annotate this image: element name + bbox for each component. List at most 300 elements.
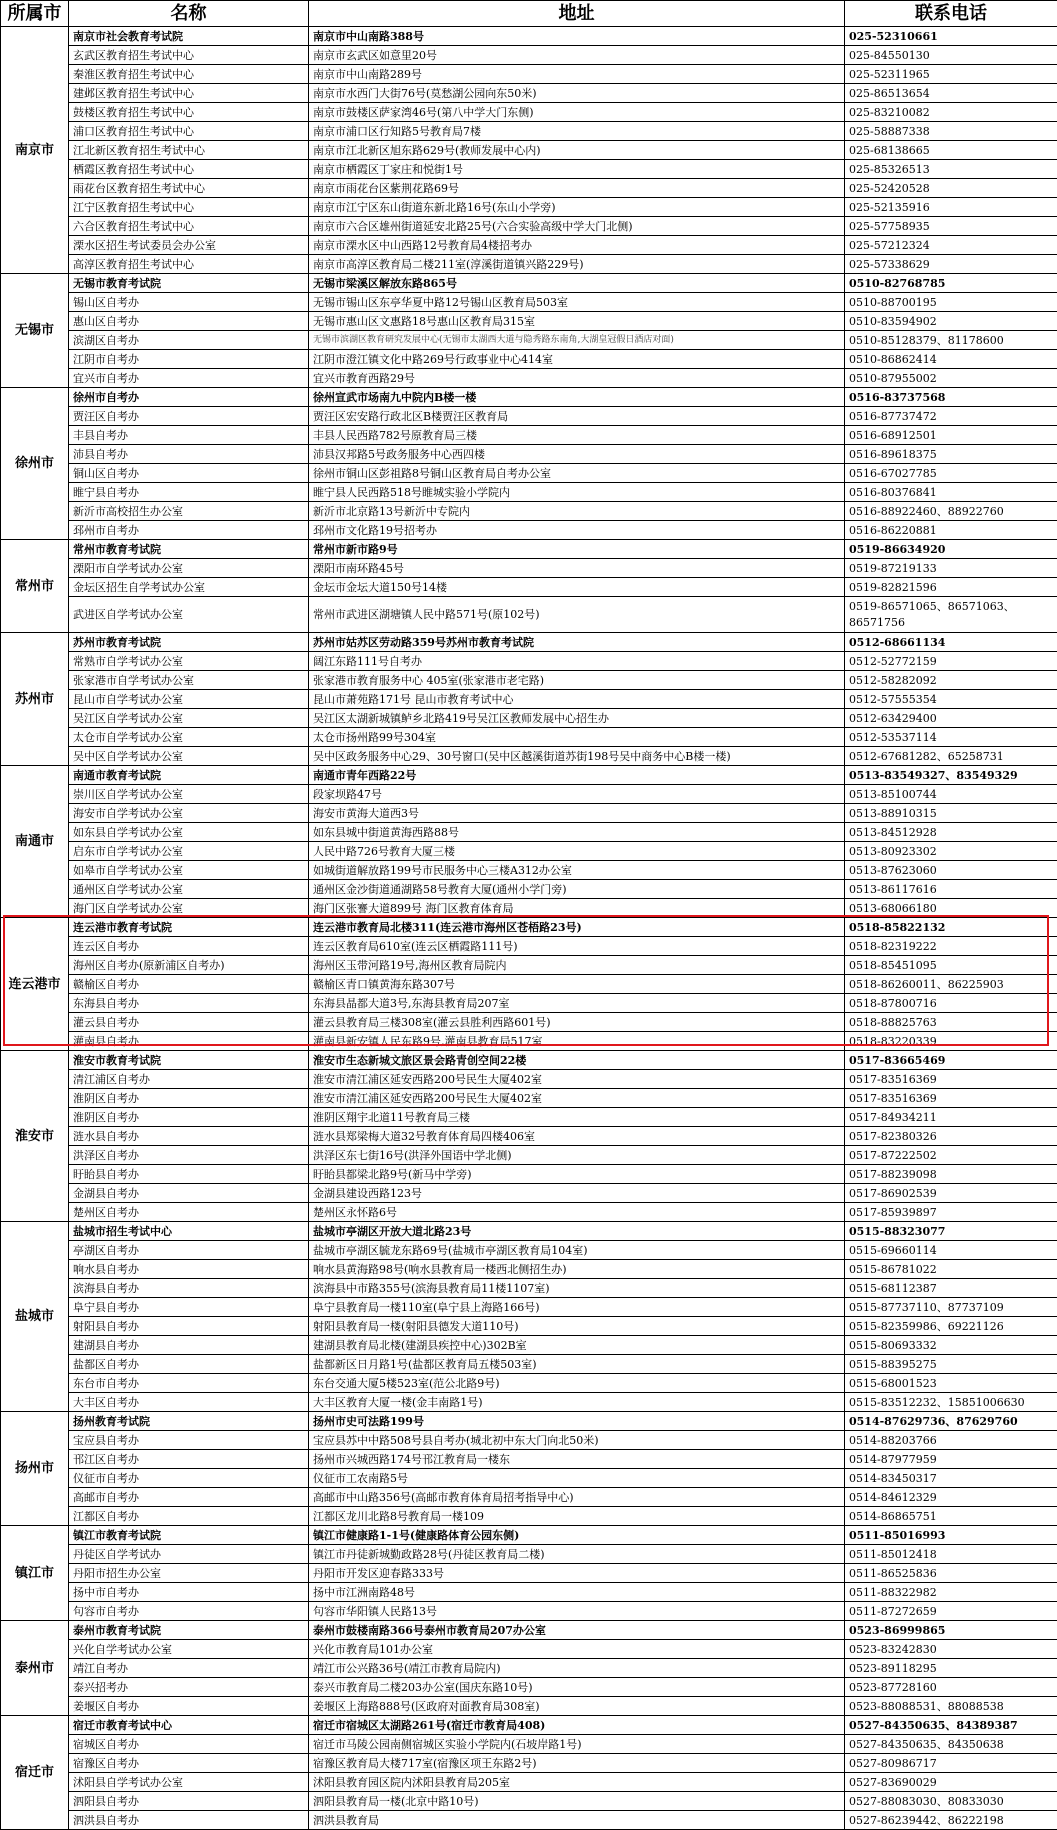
name-cell: 洪泽区自考办 xyxy=(69,1146,309,1165)
address-cell: 海门区张謇大道899号 海门区教育体育局 xyxy=(309,899,845,918)
name-cell: 泰兴招考办 xyxy=(69,1678,309,1697)
name-cell: 崇川区自学考试办公室 xyxy=(69,785,309,804)
phone-cell: 025-84550130 xyxy=(845,46,1057,65)
phone-cell: 0523-83242830 xyxy=(845,1640,1057,1659)
table-row xyxy=(1,198,1057,217)
phone-cell: 0513-80923302 xyxy=(845,842,1057,861)
address-cell: 灌南县新安镇人民东路9号,灌南县教育局517室 xyxy=(309,1032,845,1051)
address-cell: 响水县黄海路98号(响水县教育局一楼西北侧招生办) xyxy=(309,1260,845,1279)
address-cell: 仪征市工农南路5号 xyxy=(309,1469,845,1488)
address-cell: 邳州市文化路19号招考办 xyxy=(309,521,845,540)
address-cell: 通州区金沙街道通湖路58号教育大厦(通州小学门旁) xyxy=(309,880,845,899)
address-cell: 南京市栖霞区丁家庄和悦街1号 xyxy=(309,160,845,179)
name-cell: 新沂市高校招生办公室 xyxy=(69,502,309,521)
table-row xyxy=(1,160,1057,179)
phone-cell: 0516-67027785 xyxy=(845,464,1057,483)
name-cell: 高邮市自考办 xyxy=(69,1488,309,1507)
name-cell: 江阴市自考办 xyxy=(69,350,309,369)
address-cell: 盱眙县都梁北路9号(新马中学旁) xyxy=(309,1165,845,1184)
phone-cell: 0515-82359986、69221126 xyxy=(845,1317,1057,1336)
table-row xyxy=(1,994,1057,1013)
table-row xyxy=(1,426,1057,445)
table-row xyxy=(1,312,1057,331)
table-row xyxy=(1,1431,1057,1450)
city-cell: 南通市 xyxy=(1,766,69,918)
table-row xyxy=(1,1032,1057,1051)
table-row xyxy=(1,331,1057,350)
phone-cell: 0514-84612329 xyxy=(845,1488,1057,1507)
name-cell: 赣榆区自考办 xyxy=(69,975,309,994)
address-cell: 苏州市姑苏区劳动路359号苏州市教育考试院 xyxy=(309,633,845,652)
table-row xyxy=(1,899,1057,918)
table-row xyxy=(1,785,1057,804)
table-row xyxy=(1,1184,1057,1203)
phone-cell: 0517-86902539 xyxy=(845,1184,1057,1203)
phone-cell: 0513-68066180 xyxy=(845,899,1057,918)
address-cell: 南京市玄武区如意里20号 xyxy=(309,46,845,65)
address-cell: 射阳县教育局一楼(射阳县德发大道110号) xyxy=(309,1317,845,1336)
name-cell: 常州市教育考试院 xyxy=(69,540,309,559)
phone-cell: 0512-67681282、65258731 xyxy=(845,747,1057,766)
table-body xyxy=(1,27,1057,1830)
phone-cell: 0512-68661134 xyxy=(845,633,1057,652)
phone-cell: 025-86513654 xyxy=(845,84,1057,103)
address-cell: 海安市黄海大道西3号 xyxy=(309,804,845,823)
address-cell: 淮安市生态新城文旅区景会路青创空间22楼 xyxy=(309,1051,845,1070)
address-cell: 丰县人民西路782号原教育局三楼 xyxy=(309,426,845,445)
table-row xyxy=(1,842,1057,861)
address-cell: 常州市武进区湖塘镇人民中路571号(原102号) xyxy=(309,597,845,633)
name-cell: 泰州市教育考试院 xyxy=(69,1621,309,1640)
name-cell: 涟水县自考办 xyxy=(69,1127,309,1146)
city-cell: 盐城市 xyxy=(1,1222,69,1412)
table-row xyxy=(1,671,1057,690)
name-cell: 靖江自考办 xyxy=(69,1659,309,1678)
table-row xyxy=(1,1070,1057,1089)
name-cell: 扬州教育考试院 xyxy=(69,1412,309,1431)
address-cell: 海州区玉带河路19号,海州区教育局院内 xyxy=(309,956,845,975)
phone-cell: 0510-85128379、81178600 xyxy=(845,331,1057,350)
name-cell: 亭湖区自考办 xyxy=(69,1241,309,1260)
header-address: 地址 xyxy=(309,1,845,27)
name-cell: 惠山区自考办 xyxy=(69,312,309,331)
phone-cell: 0523-88088531、88088538 xyxy=(845,1697,1057,1716)
table-row xyxy=(1,823,1057,842)
name-cell: 南京市社会教育考试院 xyxy=(69,27,309,46)
phone-cell: 0511-86525836 xyxy=(845,1564,1057,1583)
name-cell: 溧阳市自学考试办公室 xyxy=(69,559,309,578)
phone-cell: 0516-87737472 xyxy=(845,407,1057,426)
table-row xyxy=(1,1716,1057,1735)
name-cell: 秦淮区教育招生考试中心 xyxy=(69,65,309,84)
name-cell: 清江浦区自考办 xyxy=(69,1070,309,1089)
address-cell: 淮安市清江浦区延安西路200号民生大厦402室 xyxy=(309,1089,845,1108)
address-cell: 连云港市教育局北楼311(连云港市海州区苍梧路23号) xyxy=(309,918,845,937)
name-cell: 盐城市招生考试中心 xyxy=(69,1222,309,1241)
name-cell: 响水县自考办 xyxy=(69,1260,309,1279)
address-cell: 扬州市兴城西路174号邗江教育局一楼东 xyxy=(309,1450,845,1469)
name-cell: 淮阴区自考办 xyxy=(69,1108,309,1127)
city-cell: 泰州市 xyxy=(1,1621,69,1716)
phone-cell: 0527-86239442、86222198 xyxy=(845,1811,1057,1830)
phone-cell: 0513-88910315 xyxy=(845,804,1057,823)
phone-cell: 025-57758935 xyxy=(845,217,1057,236)
phone-cell: 0512-57555354 xyxy=(845,690,1057,709)
phone-cell: 0516-86220881 xyxy=(845,521,1057,540)
table-row xyxy=(1,521,1057,540)
name-cell: 海州区自考办(原新浦区自考办) xyxy=(69,956,309,975)
address-cell: 南京市六合区雄州街道延安北路25号(六合实验高级中学大门北侧) xyxy=(309,217,845,236)
phone-cell: 0519-82821596 xyxy=(845,578,1057,597)
table-row xyxy=(1,1298,1057,1317)
address-cell: 东台交通大厦5楼523室(范公北路9号) xyxy=(309,1374,845,1393)
address-cell: 盐城市亭湖区开放大道北路23号 xyxy=(309,1222,845,1241)
address-cell: 睢宁县人民西路518号睢城实验小学院内 xyxy=(309,483,845,502)
name-cell: 徐州市自考办 xyxy=(69,388,309,407)
table-row xyxy=(1,804,1057,823)
phone-cell: 0516-83737568 xyxy=(845,388,1057,407)
table-row xyxy=(1,597,1057,633)
name-cell: 沛县自考办 xyxy=(69,445,309,464)
table-row xyxy=(1,728,1057,747)
table-row xyxy=(1,652,1057,671)
address-cell: 无锡市惠山区文惠路18号惠山区教育局315室 xyxy=(309,312,845,331)
table-row xyxy=(1,1241,1057,1260)
address-cell: 沛县汉邦路5号政务服务中心西四楼 xyxy=(309,445,845,464)
phone-cell: 0516-88922460、88922760 xyxy=(845,502,1057,521)
table-row xyxy=(1,1127,1057,1146)
phone-cell: 0511-88322982 xyxy=(845,1583,1057,1602)
address-cell: 常州市新市路9号 xyxy=(309,540,845,559)
address-cell: 无锡市锡山区东亭华夏中路12号锡山区教育局503室 xyxy=(309,293,845,312)
name-cell: 宿豫区自考办 xyxy=(69,1754,309,1773)
name-cell: 金坛区招生自学考试办公室 xyxy=(69,578,309,597)
address-cell: 泰州市鼓楼南路366号泰州市教育局207办公室 xyxy=(309,1621,845,1640)
address-cell: 丹阳市开发区迎春路333号 xyxy=(309,1564,845,1583)
table-row xyxy=(1,975,1057,994)
phone-cell: 0512-58282092 xyxy=(845,671,1057,690)
phone-cell: 0511-85016993 xyxy=(845,1526,1057,1545)
city-cell: 扬州市 xyxy=(1,1412,69,1526)
phone-cell: 0518-82319222 xyxy=(845,937,1057,956)
table-row xyxy=(1,103,1057,122)
table-row xyxy=(1,1754,1057,1773)
phone-cell: 0514-87977959 xyxy=(845,1450,1057,1469)
table-row xyxy=(1,1279,1057,1298)
table-row xyxy=(1,1526,1057,1545)
table-row xyxy=(1,179,1057,198)
table-row xyxy=(1,293,1057,312)
name-cell: 江宁区教育招生考试中心 xyxy=(69,198,309,217)
table-row xyxy=(1,1545,1057,1564)
table-row xyxy=(1,1260,1057,1279)
phone-cell: 0517-87222502 xyxy=(845,1146,1057,1165)
table-row xyxy=(1,483,1057,502)
phone-cell: 0519-86571065、86571063、86571756 xyxy=(845,597,1057,633)
name-cell: 溧水区招生考试委员会办公室 xyxy=(69,236,309,255)
name-cell: 启东市自学考试办公室 xyxy=(69,842,309,861)
name-cell: 海安市自学考试办公室 xyxy=(69,804,309,823)
name-cell: 丰县自考办 xyxy=(69,426,309,445)
name-cell: 常熟市自学考试办公室 xyxy=(69,652,309,671)
table-row xyxy=(1,1146,1057,1165)
name-cell: 浦口区教育招生考试中心 xyxy=(69,122,309,141)
address-cell: 宿迁市马陵公园南侧宿城区实验小学院内(石坡岸路1号) xyxy=(309,1735,845,1754)
city-cell: 南京市 xyxy=(1,27,69,274)
address-cell: 徐州市铜山区彭祖路8号铜山区教育局自考办公室 xyxy=(309,464,845,483)
table-row xyxy=(1,1811,1057,1830)
address-cell: 楚州区永怀路6号 xyxy=(309,1203,845,1222)
table-row xyxy=(1,1412,1057,1431)
table-row xyxy=(1,1678,1057,1697)
table-row xyxy=(1,1640,1057,1659)
name-cell: 沭阳县自学考试办公室 xyxy=(69,1773,309,1792)
address-cell: 段家坝路47号 xyxy=(309,785,845,804)
name-cell: 建湖县自考办 xyxy=(69,1336,309,1355)
phone-cell: 0517-88239098 xyxy=(845,1165,1057,1184)
phone-cell: 0527-84350635、84350638 xyxy=(845,1735,1057,1754)
table-row xyxy=(1,1013,1057,1032)
address-cell: 南京市江北新区旭东路629号(教师发展中心内) xyxy=(309,141,845,160)
name-cell: 泗洪县自考办 xyxy=(69,1811,309,1830)
phone-cell: 0518-86260011、86225903 xyxy=(845,975,1057,994)
table-row xyxy=(1,1469,1057,1488)
table-row xyxy=(1,255,1057,274)
address-cell: 建湖县教育局北楼(建湖县疾控中心)302B室 xyxy=(309,1336,845,1355)
phone-cell: 0518-85822132 xyxy=(845,918,1057,937)
address-cell: 吴江区太湖新城镇鲈乡北路419号吴江区教师发展中心招生办 xyxy=(309,709,845,728)
address-cell: 沭阳县教育园区院内沭阳县教育局205室 xyxy=(309,1773,845,1792)
name-cell: 灌南县自考办 xyxy=(69,1032,309,1051)
phone-cell: 0516-89618375 xyxy=(845,445,1057,464)
name-cell: 金湖县自考办 xyxy=(69,1184,309,1203)
name-cell: 泗阳县自考办 xyxy=(69,1792,309,1811)
table-row xyxy=(1,747,1057,766)
phone-cell: 0510-86862414 xyxy=(845,350,1057,369)
header-city: 所属市 xyxy=(1,1,69,27)
table-row xyxy=(1,217,1057,236)
table-row xyxy=(1,1507,1057,1526)
phone-cell: 025-85326513 xyxy=(845,160,1057,179)
phone-cell: 0514-83450317 xyxy=(845,1469,1057,1488)
name-cell: 江都区自考办 xyxy=(69,1507,309,1526)
name-cell: 太仓市自学考试办公室 xyxy=(69,728,309,747)
name-cell: 扬中市自考办 xyxy=(69,1583,309,1602)
name-cell: 丹阳市招生办公室 xyxy=(69,1564,309,1583)
name-cell: 阜宁县自考办 xyxy=(69,1298,309,1317)
phone-cell: 0510-88700195 xyxy=(845,293,1057,312)
table-row xyxy=(1,1203,1057,1222)
address-cell: 张家港市教育服务中心 405室(张家港市老宅路) xyxy=(309,671,845,690)
city-cell: 连云港市 xyxy=(1,918,69,1051)
address-cell: 南京市溧水区中山西路12号教育局4楼招考办 xyxy=(309,236,845,255)
address-cell: 江阴市澄江镇文化中路269号行政事业中心414室 xyxy=(309,350,845,369)
city-cell: 苏州市 xyxy=(1,633,69,766)
table-row xyxy=(1,84,1057,103)
table-row xyxy=(1,633,1057,652)
table-row xyxy=(1,369,1057,388)
address-cell: 南京市鼓楼区萨家湾46号(第八中学大门东侧) xyxy=(309,103,845,122)
phone-cell: 0510-83594902 xyxy=(845,312,1057,331)
address-cell: 南京市中山南路388号 xyxy=(309,27,845,46)
phone-cell: 0517-82380326 xyxy=(845,1127,1057,1146)
phone-cell: 0516-68912501 xyxy=(845,426,1057,445)
address-cell: 宜兴市教育西路29号 xyxy=(309,369,845,388)
name-cell: 仪征市自考办 xyxy=(69,1469,309,1488)
address-cell: 昆山市萧苑路171号 昆山市教育考试中心 xyxy=(309,690,845,709)
table-row xyxy=(1,1374,1057,1393)
name-cell: 灌云县自考办 xyxy=(69,1013,309,1032)
phone-cell: 025-52135916 xyxy=(845,198,1057,217)
name-cell: 宜兴市自考办 xyxy=(69,369,309,388)
phone-cell: 0515-80693332 xyxy=(845,1336,1057,1355)
phone-cell: 0510-87955002 xyxy=(845,369,1057,388)
address-cell: 高邮市中山路356号(高邮市教育体育局招考指导中心) xyxy=(309,1488,845,1507)
name-cell: 玄武区教育招生考试中心 xyxy=(69,46,309,65)
phone-cell: 025-57338629 xyxy=(845,255,1057,274)
phone-cell: 025-83210082 xyxy=(845,103,1057,122)
table-row xyxy=(1,559,1057,578)
name-cell: 昆山市自学考试办公室 xyxy=(69,690,309,709)
phone-cell: 0515-69660114 xyxy=(845,1241,1057,1260)
name-cell: 睢宁县自考办 xyxy=(69,483,309,502)
phone-cell: 0523-89118295 xyxy=(845,1659,1057,1678)
address-cell: 金湖县建设西路123号 xyxy=(309,1184,845,1203)
address-cell: 南京市雨花台区紫荆花路69号 xyxy=(309,179,845,198)
phone-cell: 0518-85451095 xyxy=(845,956,1057,975)
phone-cell: 0515-68112387 xyxy=(845,1279,1057,1298)
phone-cell: 025-52311965 xyxy=(845,65,1057,84)
table-row xyxy=(1,578,1057,597)
name-cell: 镇江市教育考试院 xyxy=(69,1526,309,1545)
address-cell: 金坛市金坛大道150号14楼 xyxy=(309,578,845,597)
phone-cell: 0515-88395275 xyxy=(845,1355,1057,1374)
city-cell: 镇江市 xyxy=(1,1526,69,1621)
phone-cell: 0527-84350635、84389387 xyxy=(845,1716,1057,1735)
table-row xyxy=(1,1165,1057,1184)
name-cell: 苏州市教育考试院 xyxy=(69,633,309,652)
address-cell: 淮安市清江浦区延安西路200号民生大厦402室 xyxy=(309,1070,845,1089)
address-cell: 灌云县教育局三楼308室(灌云县胜利西路601号) xyxy=(309,1013,845,1032)
name-cell: 如皋市自学考试办公室 xyxy=(69,861,309,880)
name-cell: 淮阴区自考办 xyxy=(69,1089,309,1108)
header-phone: 联系电话 xyxy=(845,1,1057,27)
phone-cell: 0523-87728160 xyxy=(845,1678,1057,1697)
address-cell: 宿豫区教育局大楼717室(宿豫区项王东路2号) xyxy=(309,1754,845,1773)
address-cell: 宿迁市宿城区太湖路261号(宿迁市教育局408) xyxy=(309,1716,845,1735)
table-row xyxy=(1,956,1057,975)
address-cell: 人民中路726号教育大厦三楼 xyxy=(309,842,845,861)
table-row xyxy=(1,1792,1057,1811)
table-row xyxy=(1,1583,1057,1602)
address-cell: 靖江市公兴路36号(靖江市教育局院内) xyxy=(309,1659,845,1678)
name-cell: 吴江区自学考试办公室 xyxy=(69,709,309,728)
address-cell: 新沂市北京路13号新沂中专院内 xyxy=(309,502,845,521)
address-cell: 兴化市教育局101办公室 xyxy=(309,1640,845,1659)
name-cell: 东台市自考办 xyxy=(69,1374,309,1393)
table-row xyxy=(1,1051,1057,1070)
phone-cell: 0517-83516369 xyxy=(845,1070,1057,1089)
table-row xyxy=(1,122,1057,141)
name-cell: 姜堰区自考办 xyxy=(69,1697,309,1716)
phone-cell: 025-68138665 xyxy=(845,141,1057,160)
table-row xyxy=(1,464,1057,483)
name-cell: 江北新区教育招生考试中心 xyxy=(69,141,309,160)
phone-cell: 0512-53537114 xyxy=(845,728,1057,747)
table-row xyxy=(1,1735,1057,1754)
address-cell: 阔江东路111号自考办 xyxy=(309,652,845,671)
address-cell: 句容市华阳镇人民路13号 xyxy=(309,1602,845,1621)
address-cell: 阜宁县教育局一楼110室(阜宁县上海路166号) xyxy=(309,1298,845,1317)
name-cell: 邗江区自考办 xyxy=(69,1450,309,1469)
table-row xyxy=(1,1564,1057,1583)
table-row xyxy=(1,141,1057,160)
table-row xyxy=(1,880,1057,899)
address-cell: 洪泽区东七街16号(洪泽外国语中学北侧) xyxy=(309,1146,845,1165)
name-cell: 滨海县自考办 xyxy=(69,1279,309,1298)
name-cell: 连云港市教育考试院 xyxy=(69,918,309,937)
address-cell: 连云区教育局610室(连云区栖霞路111号) xyxy=(309,937,845,956)
phone-cell: 0511-85012418 xyxy=(845,1545,1057,1564)
table-row xyxy=(1,1336,1057,1355)
table-row xyxy=(1,274,1057,293)
city-cell: 无锡市 xyxy=(1,274,69,388)
address-cell: 无锡市滨湖区教育研究发展中心(无锡市太湖西大道与隐秀路东南角,大湖皇冠假日酒店对面) xyxy=(309,331,845,350)
name-cell: 淮安市教育考试院 xyxy=(69,1051,309,1070)
phone-cell: 0518-87800716 xyxy=(845,994,1057,1013)
table-row xyxy=(1,766,1057,785)
table-row xyxy=(1,27,1057,46)
address-cell: 涟水县郑梁梅大道32号教育体育局四楼406室 xyxy=(309,1127,845,1146)
table-row xyxy=(1,937,1057,956)
address-cell: 姜堰区上海路888号(区政府对面教育局308室) xyxy=(309,1697,845,1716)
name-cell: 东海县自考办 xyxy=(69,994,309,1013)
name-cell: 海门区自学考试办公室 xyxy=(69,899,309,918)
address-cell: 扬中市江洲南路48号 xyxy=(309,1583,845,1602)
phone-cell: 0518-88825763 xyxy=(845,1013,1057,1032)
address-cell: 东海县晶都大道3号,东海县教育局207室 xyxy=(309,994,845,1013)
phone-cell: 0527-88083030、80833030 xyxy=(845,1792,1057,1811)
table-row xyxy=(1,540,1057,559)
address-cell: 徐州宣武市场南九中院内B楼一楼 xyxy=(309,388,845,407)
address-cell: 如城街道解放路199号市民服务中心三楼A312办公室 xyxy=(309,861,845,880)
phone-cell: 0514-87629736、87629760 xyxy=(845,1412,1057,1431)
table-row xyxy=(1,1450,1057,1469)
phone-cell: 0527-80986717 xyxy=(845,1754,1057,1773)
name-cell: 铜山区自考办 xyxy=(69,464,309,483)
name-cell: 鼓楼区教育招生考试中心 xyxy=(69,103,309,122)
table-row xyxy=(1,350,1057,369)
address-cell: 溧阳市南环路45号 xyxy=(309,559,845,578)
phone-cell: 0517-83665469 xyxy=(845,1051,1057,1070)
phone-cell: 0515-68001523 xyxy=(845,1374,1057,1393)
name-cell: 武进区自学考试办公室 xyxy=(69,597,309,633)
address-cell: 滨海县中市路355号(滨海县教育局11楼1107室) xyxy=(309,1279,845,1298)
address-cell: 贾汪区宏安路行政北区B楼贾汪区教育局 xyxy=(309,407,845,426)
table-row xyxy=(1,709,1057,728)
phone-cell: 0516-80376841 xyxy=(845,483,1057,502)
name-cell: 盐都区自考办 xyxy=(69,1355,309,1374)
phone-cell: 0514-88203766 xyxy=(845,1431,1057,1450)
address-cell: 南京市江宁区东山街道东新北路16号(东山小学旁) xyxy=(309,198,845,217)
table-row xyxy=(1,445,1057,464)
name-cell: 宝应县自考办 xyxy=(69,1431,309,1450)
name-cell: 宿城区自考办 xyxy=(69,1735,309,1754)
name-cell: 锡山区自考办 xyxy=(69,293,309,312)
address-cell: 淮阴区翔宇北道11号教育局三楼 xyxy=(309,1108,845,1127)
address-cell: 无锡市梁溪区解放东路865号 xyxy=(309,274,845,293)
address-cell: 赣榆区青口镇黄海东路307号 xyxy=(309,975,845,994)
